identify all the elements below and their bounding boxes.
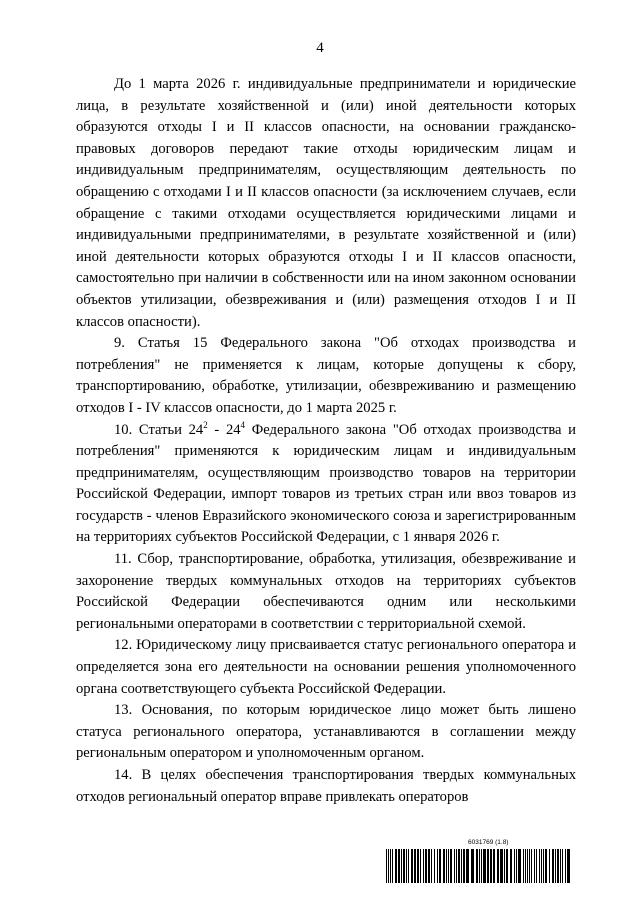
paragraph-transitional-hazard-waste: До 1 марта 2026 г. индивидуальные предприниматели и юридические лица, в результате хозяйственной и (или) иной деятельности которых образуются отходы I и II классов опасности, на основании гражданско-правовых договоров передают такие отходы юридическим лицам и индивидуальным предпринимателям, осуществляющим деятельность по обращению с отходами I и II классов опасности (за исключением случаев, если обращение с такими отходами осуществляется юридическими лицами и индивидуальными предпринимателями, в результате хозяйственной и (или) иной деятельности которых образуются отходы I и II классов опасности, самостоятельно при наличии в собственности или на ином законном основании объектов утилизации, обезвреживания и (или) размещения отходов I и II классов опасности). [76,76,576,330]
page-number: 4 [316,40,324,56]
paragraph-10-prefix: 10. Статьи 24 [114,421,204,438]
barcode-image [386,849,570,883]
barcode-label: 6031769 (1.8) [468,839,509,846]
paragraph-12: 12. Юридическому лицу присваивается статус регионального оператора и определяется зона его деятельности на основании решения уполномоченного органа соответствующего субъекта Российской Федерации. [76,637,576,697]
paragraph-10-mid: - 24 [207,421,241,438]
paragraph-10 [76,420,576,550]
paragraph-9: 9. Статья 15 Федерального закона "Об отходах производства и потребления" не применяется к лицам, которые допущены к сбору, транспортированию, обработке, утилизации, обезвреживанию и размещению отходов I - IV классов опасности, до 1 марта 2025 г. [76,335,576,416]
superscript-4: 4 [240,419,246,430]
paragraph-14: 14. В целях обеспечения транспортирования твердых коммунальных отходов региональный оператор вправе привлекать операторов [76,767,576,805]
superscript-2: 2 [203,419,208,430]
document-body [76,74,576,808]
paragraph-10-rest: Федерального закона "Об отходах производства и потребления" применяются к юридическим лицам и индивидуальным предпринимателям, осуществляющим производство товаров на территории Российской Федерации, импорт товаров из третьих стран или ввоз товаров из государств - членов Евразийского экономического союза и зарегистрированным на территориях субъектов Российской Федерации, с 1 января 2026 г. [76,421,576,546]
paragraph-13: 13. Основания, по которым юридическое лицо может быть лишено статуса регионального оператора, устанавливаются в соглашении между региональным оператором и уполномоченным органом. [76,702,576,762]
paragraph-11: 11. Сбор, транспортирование, обработка, утилизация, обезвреживание и захоронение твердых коммунальных отходов на территориях субъектов Российской Федерации обеспечиваются одним или несколькими региональными операторами в соответствии с территориальной схемой. [76,551,576,632]
